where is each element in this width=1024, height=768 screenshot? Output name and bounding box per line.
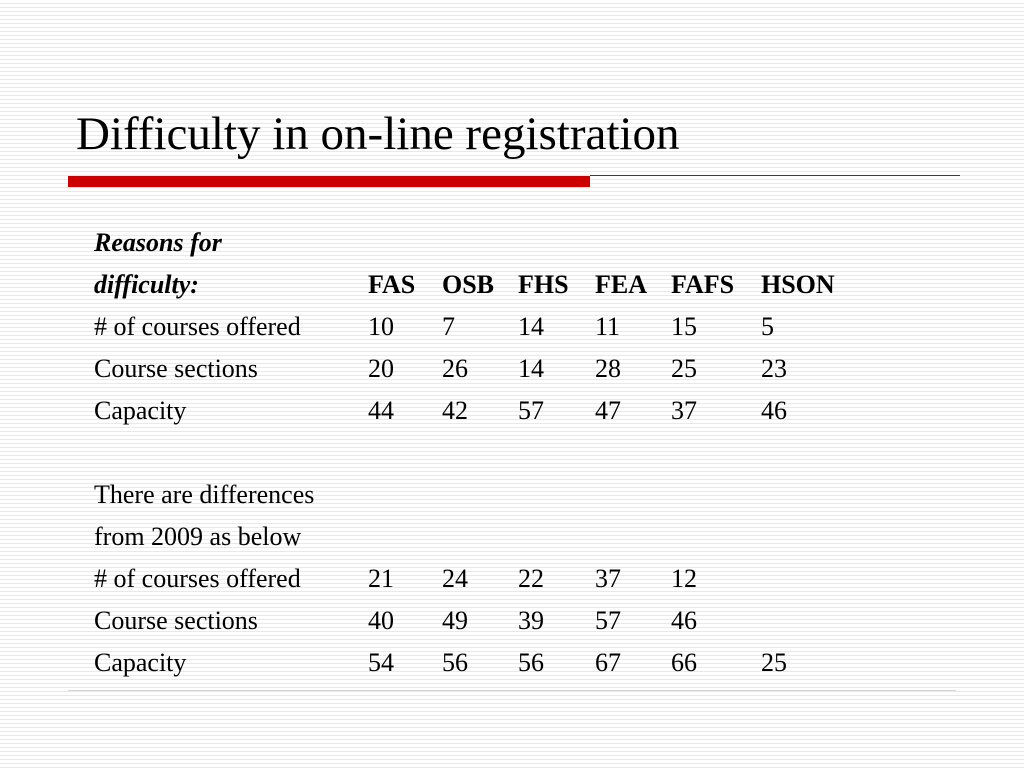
table-cell: 44 bbox=[368, 396, 394, 425]
table-cell: 22 bbox=[518, 564, 544, 593]
table-cell: 14 bbox=[518, 312, 544, 341]
table-cell: 54 bbox=[368, 648, 394, 677]
note-line-1: There are differences bbox=[94, 480, 315, 509]
table-cell: 67 bbox=[595, 648, 621, 677]
table-cell: 49 bbox=[442, 606, 468, 635]
column-header-fhs: FHS bbox=[518, 270, 569, 299]
table-cell: 42 bbox=[442, 396, 468, 425]
table-cell: 14 bbox=[518, 354, 544, 383]
table-cell bbox=[761, 600, 861, 642]
table-cell: 46 bbox=[761, 396, 787, 425]
table-cell: 57 bbox=[595, 606, 621, 635]
table-cell: 10 bbox=[368, 312, 394, 341]
table-cell: 37 bbox=[595, 564, 621, 593]
row-label: # of courses offered bbox=[94, 312, 301, 341]
row-label: Course sections bbox=[94, 354, 258, 383]
header-label-line-1: Reasons for bbox=[94, 228, 222, 257]
table-cell: 37 bbox=[671, 396, 697, 425]
slide-title: Difficulty in on-line registration bbox=[76, 108, 680, 160]
table-cell: 57 bbox=[518, 396, 544, 425]
row-label: Course sections bbox=[94, 606, 258, 635]
column-header-osb: OSB bbox=[442, 270, 495, 299]
table-cell: 23 bbox=[761, 354, 787, 383]
column-header-hson: HSON bbox=[761, 270, 835, 299]
table-cell: 66 bbox=[671, 648, 697, 677]
table-cell: 15 bbox=[671, 312, 697, 341]
header-label-row-1 bbox=[94, 222, 861, 264]
title-underline-thick bbox=[68, 176, 590, 187]
note-row-2 bbox=[94, 516, 861, 558]
title-underline-thin bbox=[590, 175, 960, 176]
table-row bbox=[94, 348, 861, 390]
row-label: Capacity bbox=[94, 648, 187, 677]
table-cell: 7 bbox=[442, 312, 455, 341]
table-cell: 24 bbox=[442, 564, 468, 593]
table-row bbox=[94, 390, 861, 432]
note-row-1 bbox=[94, 474, 861, 516]
column-header-fas: FAS bbox=[368, 270, 416, 299]
difficulty-table bbox=[94, 222, 861, 684]
table-cell: 21 bbox=[368, 564, 394, 593]
table-cell: 26 bbox=[442, 354, 468, 383]
bottom-divider bbox=[68, 690, 956, 691]
row-label: # of courses offered bbox=[94, 564, 301, 593]
table-cell: 20 bbox=[368, 354, 394, 383]
table-row bbox=[94, 600, 861, 642]
spacer-row bbox=[94, 432, 861, 474]
table-cell: 5 bbox=[761, 312, 774, 341]
table-cell: 56 bbox=[442, 648, 468, 677]
table-cell: 28 bbox=[595, 354, 621, 383]
table-cell: 39 bbox=[518, 606, 544, 635]
table-row bbox=[94, 642, 861, 684]
note-line-2: from 2009 as below bbox=[94, 522, 302, 551]
table-cell: 47 bbox=[595, 396, 621, 425]
table-row bbox=[94, 306, 861, 348]
row-label: Capacity bbox=[94, 396, 187, 425]
table-cell: 25 bbox=[761, 648, 787, 677]
header-row bbox=[94, 264, 861, 306]
table-cell: 25 bbox=[671, 354, 697, 383]
header-label-line-2: difficulty: bbox=[94, 270, 199, 299]
table-cell: 40 bbox=[368, 606, 394, 635]
column-header-fea: FEA bbox=[595, 270, 647, 299]
table-cell: 12 bbox=[671, 564, 697, 593]
column-header-fafs: FAFS bbox=[671, 270, 735, 299]
table-cell: 46 bbox=[671, 606, 697, 635]
table-cell bbox=[761, 558, 861, 600]
table-row bbox=[94, 558, 861, 600]
table-cell: 11 bbox=[595, 312, 621, 341]
table-cell: 56 bbox=[518, 648, 544, 677]
